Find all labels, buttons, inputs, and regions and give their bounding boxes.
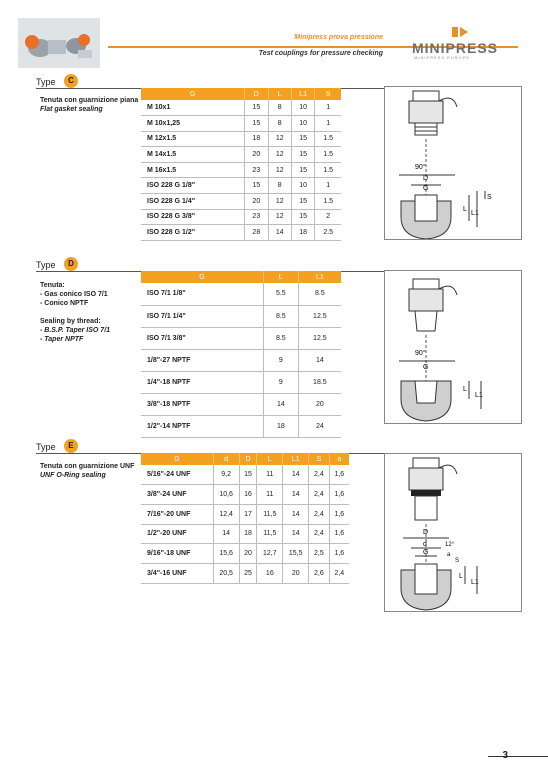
type-label: Type [36, 260, 56, 270]
desc-line: Sealing by thread: [40, 318, 101, 325]
dimension-cell: 15,6 [213, 544, 239, 564]
dimension-cell: 12 [268, 194, 291, 210]
thread-size-cell: ISO 228 G 1/8" [141, 178, 245, 194]
dimension-cell: 2 [315, 209, 341, 225]
fig-label: 90° [415, 164, 426, 171]
dimension-cell: 2,4 [309, 524, 329, 544]
dimension-cell: 2.5 [315, 225, 341, 241]
dimension-cell: 20,5 [213, 563, 239, 583]
dimension-cell: 18 [245, 131, 268, 147]
column-header: L [268, 88, 291, 100]
dimension-cell: 15 [291, 131, 314, 147]
type-d-drawing [384, 270, 522, 424]
dimension-cell: 10,6 [213, 485, 239, 505]
dimension-cell: 8 [268, 178, 291, 194]
logo-subtext: MINIPRESS EUROPE [414, 55, 471, 60]
column-header: L [263, 271, 298, 283]
header-title-italian: Minipress prova pressione [294, 34, 383, 41]
thread-size-cell: 3/4"-16 UNF [141, 563, 213, 583]
dimension-cell: 1,6 [329, 504, 349, 524]
table-row [141, 305, 341, 327]
type-badge: E [64, 439, 78, 453]
column-header: L1 [291, 88, 314, 100]
table-row [141, 524, 349, 544]
dimension-cell: 14 [283, 465, 309, 485]
minipress-logo [412, 26, 512, 62]
column-header: D [239, 453, 257, 465]
page-number: 3 [502, 750, 508, 761]
dimension-cell: 12 [268, 131, 291, 147]
header-product-photo [18, 18, 100, 68]
dimension-cell: 11,5 [257, 504, 283, 524]
dimension-cell: 1,6 [329, 465, 349, 485]
dimension-cell: 1,6 [329, 544, 349, 564]
dimension-cell: 17 [239, 504, 257, 524]
logo-mark-icon [452, 26, 472, 38]
desc-line: - B.S.P. Taper ISO 7/1 [40, 327, 111, 334]
dimension-cell: 18.5 [298, 371, 341, 393]
thread-size-cell: 5/16"-24 UNF [141, 465, 213, 485]
thread-size-cell: 1/2"-14 NPTF [141, 415, 263, 437]
table-row [141, 563, 349, 583]
dimension-cell: 23 [245, 209, 268, 225]
description-english: Flat gasket sealing [40, 106, 103, 113]
fig-label: 90° [415, 350, 426, 357]
dimension-cell: 18 [239, 524, 257, 544]
dimension-cell: 16 [239, 485, 257, 505]
dimension-cell: 20 [283, 563, 309, 583]
thread-size-cell: M 12x1.5 [141, 131, 245, 147]
thread-size-cell: ISO 228 G 3/8" [141, 209, 245, 225]
thread-size-cell: 3/8"-18 NPTF [141, 393, 263, 415]
desc-line: - Gas conico ISO 7/1 [40, 291, 108, 298]
dimension-cell: 12.5 [298, 305, 341, 327]
fig-label: L1 [471, 579, 479, 586]
type-e-dimension-table [141, 453, 349, 584]
description-italian: Tenuta con guarnizione piana [40, 97, 139, 104]
column-header: G [141, 453, 213, 465]
dimension-cell: 2,4 [309, 465, 329, 485]
thread-size-cell: 1/8"-27 NPTF [141, 349, 263, 371]
dimension-cell: 15 [291, 147, 314, 163]
dimension-cell: 18 [263, 415, 298, 437]
dimension-cell: 12,4 [213, 504, 239, 524]
dimension-cell: 12 [268, 162, 291, 178]
table-row [141, 485, 349, 505]
column-header: a [329, 453, 349, 465]
column-header: L1 [298, 271, 341, 283]
table-header-row [141, 88, 341, 100]
column-header: d [213, 453, 239, 465]
thread-size-cell: 1/4"-18 NPTF [141, 371, 263, 393]
thread-size-cell: 3/8"-24 UNF [141, 485, 213, 505]
footer-line [488, 756, 548, 757]
description-english: UNF O-Ring sealing [40, 472, 106, 479]
fig-label: D [423, 529, 429, 536]
type-e-description [40, 462, 134, 480]
table-row [141, 544, 349, 564]
fig-label: S [487, 194, 492, 201]
table-row [141, 504, 349, 524]
fig-label: G [423, 364, 429, 371]
fig-label: L1 [475, 392, 483, 399]
column-header: S [315, 88, 341, 100]
dimension-cell: 8 [268, 100, 291, 116]
thread-size-cell: M 16x1.5 [141, 162, 245, 178]
column-header: G [141, 271, 263, 283]
dimension-cell: 1,6 [329, 524, 349, 544]
dimension-cell: 8.5 [298, 283, 341, 305]
type-e-drawing [384, 453, 522, 612]
dimension-cell: 15 [245, 100, 268, 116]
dimension-cell: 15 [239, 465, 257, 485]
dimension-cell: 20 [298, 393, 341, 415]
fig-label: L1 [471, 210, 479, 217]
desc-line: - Taper NPTF [40, 336, 84, 343]
column-header: S [309, 453, 329, 465]
dimension-cell: 28 [245, 225, 268, 241]
thread-size-cell: ISO 228 G 1/2" [141, 225, 245, 241]
header-title-english: Test couplings for pressure checking [258, 50, 383, 57]
table-row [141, 225, 341, 241]
thread-size-cell: 1/2"-20 UNF [141, 524, 213, 544]
table-row [141, 194, 341, 210]
dimension-cell: 2,4 [309, 504, 329, 524]
type-badge: C [64, 74, 78, 88]
type-label: Type [36, 442, 56, 452]
type-badge: D [64, 257, 78, 271]
thread-size-cell: ISO 7/1 1/4" [141, 305, 263, 327]
dimension-cell: 9 [263, 371, 298, 393]
column-header: L1 [283, 453, 309, 465]
dimension-cell: 20 [245, 147, 268, 163]
table-row [141, 100, 341, 116]
table-row [141, 393, 341, 415]
table-row [141, 209, 341, 225]
table-row [141, 415, 341, 437]
dimension-cell: 15 [291, 194, 314, 210]
dimension-cell: 25 [239, 563, 257, 583]
type-c-drawing [384, 86, 522, 240]
table-row [141, 178, 341, 194]
dimension-cell: 11 [257, 485, 283, 505]
thread-size-cell: 9/16"-18 UNF [141, 544, 213, 564]
dimension-cell: 9 [263, 349, 298, 371]
thread-size-cell: M 14x1.5 [141, 147, 245, 163]
dimension-cell: 12,7 [257, 544, 283, 564]
desc-spacer [40, 308, 110, 317]
dimension-cell: 12 [268, 209, 291, 225]
dimension-cell: 10 [291, 178, 314, 194]
dimension-cell: 23 [245, 162, 268, 178]
fig-label: S [455, 558, 460, 564]
dimension-cell: 20 [239, 544, 257, 564]
logo-text: MINIPRESS [412, 40, 499, 56]
dimension-cell: 16 [257, 563, 283, 583]
type-d-dimension-table [141, 271, 341, 438]
dimension-cell: 8.5 [263, 305, 298, 327]
dimension-cell: 1 [315, 178, 341, 194]
dimension-cell: 15,5 [283, 544, 309, 564]
dimension-cell: 1 [315, 116, 341, 132]
dimension-cell: 8 [268, 116, 291, 132]
thread-size-cell: 7/16"-20 UNF [141, 504, 213, 524]
dimension-cell: 14 [213, 524, 239, 544]
dimension-cell: 10 [291, 116, 314, 132]
thread-size-cell: ISO 228 G 1/4" [141, 194, 245, 210]
dimension-cell: 15 [291, 209, 314, 225]
dimension-cell: 14 [283, 504, 309, 524]
table-row [141, 283, 341, 305]
table-row [141, 349, 341, 371]
column-header: D [245, 88, 268, 100]
table-row [141, 131, 341, 147]
dimension-cell: 2,4 [329, 563, 349, 583]
dimension-cell: 1 [315, 100, 341, 116]
dimension-cell: 14 [298, 349, 341, 371]
dimension-cell: 2,4 [309, 485, 329, 505]
thread-size-cell: M 10x1,25 [141, 116, 245, 132]
dimension-cell: 12 [268, 147, 291, 163]
thread-size-cell: ISO 7/1 1/8" [141, 283, 263, 305]
fig-label: L [463, 386, 467, 393]
table-row [141, 116, 341, 132]
table-row [141, 162, 341, 178]
desc-line: - Conico NPTF [40, 300, 89, 307]
description-italian: Tenuta con guarnizione UNF [40, 463, 135, 470]
fig-label: G [423, 185, 429, 192]
dimension-cell: 14 [283, 485, 309, 505]
fig-label: a [447, 552, 451, 558]
type-label: Type [36, 77, 56, 87]
column-header: G [141, 88, 245, 100]
dimension-cell: 2,6 [309, 563, 329, 583]
dimension-cell: 1.5 [315, 147, 341, 163]
dimension-cell: 15 [245, 178, 268, 194]
dimension-cell: 24 [298, 415, 341, 437]
table-row [141, 465, 349, 485]
dimension-cell: 20 [245, 194, 268, 210]
dimension-cell: 1.5 [315, 162, 341, 178]
table-header-row [141, 271, 341, 283]
column-header: L [257, 453, 283, 465]
fig-label: L [463, 206, 467, 213]
dimension-cell: 8.5 [263, 327, 298, 349]
type-d-description [40, 281, 110, 344]
dimension-cell: 14 [263, 393, 298, 415]
dimension-cell: 1.5 [315, 194, 341, 210]
desc-line: Tenuta: [40, 282, 65, 289]
dimension-cell: 5.5 [263, 283, 298, 305]
dimension-cell: 9,2 [213, 465, 239, 485]
fig-label: G [423, 549, 429, 556]
dimension-cell: 14 [268, 225, 291, 241]
dimension-cell: 11,5 [257, 524, 283, 544]
type-c-description [40, 96, 138, 114]
table-header-row [141, 453, 349, 465]
thread-size-cell: ISO 7/1 3/8" [141, 327, 263, 349]
fig-label: 12° [445, 542, 455, 548]
fig-label: d [423, 541, 427, 548]
type-c-dimension-table [141, 88, 341, 241]
dimension-cell: 1.5 [315, 131, 341, 147]
dimension-cell: 10 [291, 100, 314, 116]
dimension-cell: 15 [291, 162, 314, 178]
dimension-cell: 15 [245, 116, 268, 132]
table-row [141, 371, 341, 393]
dimension-cell: 2,5 [309, 544, 329, 564]
table-row [141, 327, 341, 349]
dimension-cell: 18 [291, 225, 314, 241]
table-row [141, 147, 341, 163]
dimension-cell: 12.5 [298, 327, 341, 349]
fig-label: D [423, 175, 429, 182]
dimension-cell: 11 [257, 465, 283, 485]
dimension-cell: 14 [283, 524, 309, 544]
thread-size-cell: M 10x1 [141, 100, 245, 116]
fig-label: L [459, 573, 463, 580]
dimension-cell: 1,6 [329, 485, 349, 505]
